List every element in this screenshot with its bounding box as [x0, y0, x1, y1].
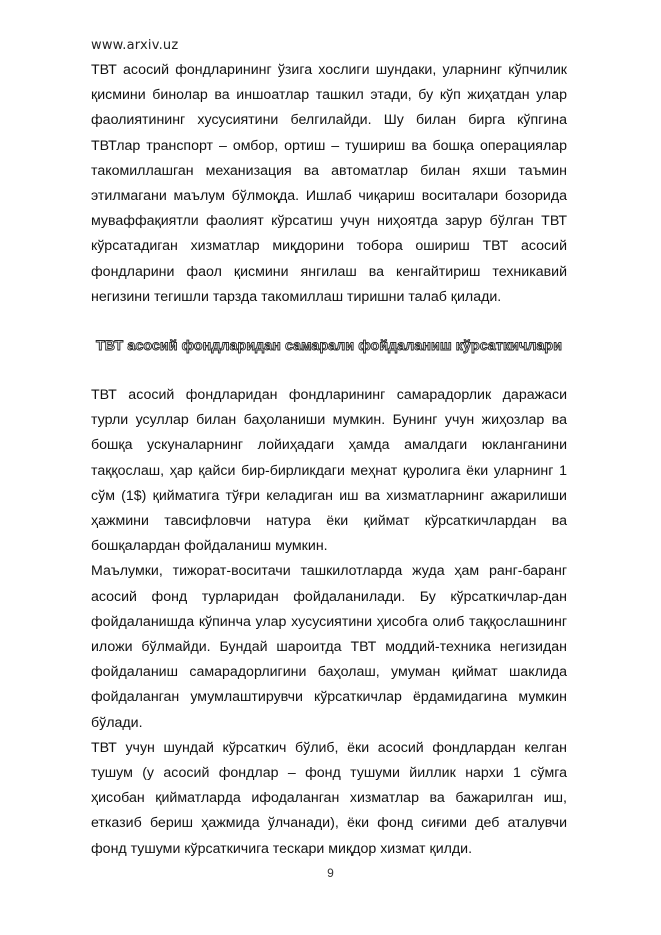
paragraph-efficiency: ТВТ асосий фондларидан фондларининг самарадорлик даражаси турли усуллар билан баҳоланиши мумкин. Бунинг учун жиҳозлар ва бошқа ускуналарнинг лойиҳадаги ҳамда амалдаги юкланганини таққослаш, ҳар қайси бир-бирликдаги меҳнат қуролига ёки уларнинг 1 сўм (1$) қийматига тўғри келадиган иш ва хизматларнинг ажарилиши ҳажмини тавсифловчи натура ёки қиймат кўрсаткичлардан ва бошқалардан фойдаланиш мумкин.: [91, 387, 567, 555]
paragraph-trade-organizations: Маълумки, тижорат-воситачи ташкилотларда жуда ҳам ранг-баранг асосий фонд турларидан фойдаланилади. Бу кўрсаткичлар-дан фойдаланишда кўпинча улар хусусиятини ҳисобга олиб таққослашнинг иложи бўлмайди. Бундай шароитда ТВТ моддий-техника негизидан фойдаланиш самарадорлигини баҳолаш, умуман қиймат шаклида фойдаланган умумлаштирувчи кўрсаткичлар ёрдамидагина мумкин бўлади.: [91, 563, 567, 731]
document-body: [91, 58, 567, 862]
section-heading: ТВТ асосий фондларидан самарали фойдаланиш кўрсаткичлари: [95, 338, 563, 355]
paragraph-indicator: ТВТ учун шундай кўрсаткич бўлиб, ёки асосий фондлардан келган тушум (у асосий фондлар – фонд тушуми йиллик нархи 1 сўмга ҳисобан қийматларда ифодаланган хизматлар ва бажарилган иш, етказиб бериш ҳажмида ўлчанади), ёки фонд сиғими деб аталувчи фонд тушуми кўрсаткичига тескари миқдор хизмат қилди.: [91, 739, 567, 857]
site-url-header: www.arxiv.uz: [91, 38, 179, 53]
page-number: 9: [327, 866, 334, 880]
paragraph-intro: ТВТ асосий фондларининг ўзига хослиги шундаки, уларнинг кўпчилик қисмини бинолар ва иншоатлар ташкил этади, бу кўп жиҳатдан улар фаолиятининг хусусиятини белгилайди. Шу билан бирга кўпгина ТВТлар транспорт – омбор, ортиш – тушириш ва бошқа операциялар такомиллашган механизация ва автоматлар билан яхши таъмин этилмагани маълум бўлмоқда. Ишлаб чиқариш воситалари бозорида муваффақиятли фаолият кўрсатиш учун ниҳоятда зарур бўлган ТВТ кўрсатадиган хизматлар миқдорини тобора ошириш ТВТ асосий фондларини фаол қисмини янгилаш ва кенгайтириш техникавий негизини тегишли тарзда такомиллаш тиришни талаб қилади.: [91, 62, 567, 305]
